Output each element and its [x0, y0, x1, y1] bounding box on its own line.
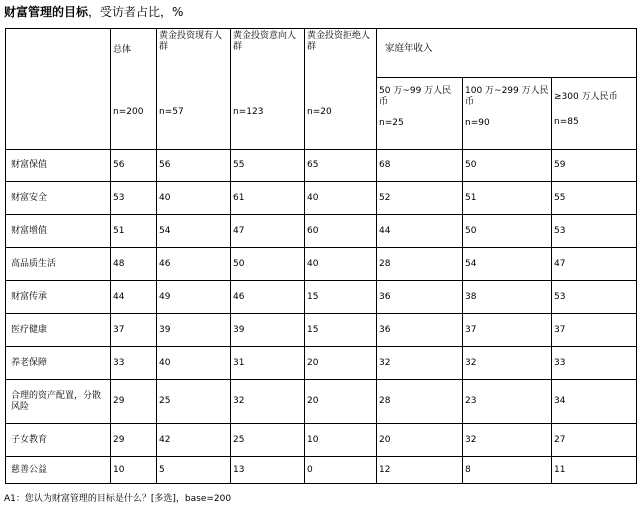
table-cell: 40 [157, 182, 231, 215]
base-income-3: n=85 [554, 117, 579, 128]
table-cell: 54 [157, 215, 231, 248]
table-cell: 60 [305, 215, 377, 248]
row-label: 医疗健康 [6, 314, 111, 347]
table-cell: 51 [463, 182, 552, 215]
table-row [6, 182, 637, 215]
table-cell: 50 [463, 150, 552, 182]
table-cell: 37 [463, 314, 552, 347]
table-cell: 39 [231, 314, 305, 347]
table-cell: 52 [377, 182, 463, 215]
table-row [6, 347, 637, 380]
table-cell: 44 [111, 281, 157, 314]
table-cell: 49 [157, 281, 231, 314]
header-income: 家庭年收入 [377, 29, 637, 78]
table-cell: 50 [231, 248, 305, 281]
table-cell: 55 [231, 150, 305, 182]
table-cell: 36 [377, 281, 463, 314]
table-cell: 47 [552, 248, 637, 281]
table-cell: 42 [157, 424, 231, 457]
table-cell: 53 [552, 215, 637, 248]
table-cell: 46 [157, 248, 231, 281]
table-cell: 37 [111, 314, 157, 347]
table-cell: 59 [552, 150, 637, 182]
base-income-2: n=90 [465, 118, 490, 129]
table-cell: 37 [552, 314, 637, 347]
table-cell: 5 [157, 457, 231, 484]
header-income-1 [377, 78, 463, 150]
table-cell: 40 [305, 248, 377, 281]
header-group1-label: 黄金投资现有人群 [159, 31, 223, 52]
corner-cell [6, 29, 111, 150]
table-cell: 31 [231, 347, 305, 380]
row-label: 财富安全 [6, 182, 111, 215]
table-cell: 34 [552, 380, 637, 424]
base-group3: n=20 [307, 107, 332, 117]
table-cell: 55 [552, 182, 637, 215]
data-table [5, 28, 637, 484]
row-label: 财富保值 [6, 150, 111, 182]
table-cell: 15 [305, 314, 377, 347]
row-label: 高品质生活 [6, 248, 111, 281]
table-cell: 48 [111, 248, 157, 281]
header-group2 [231, 29, 305, 150]
table-cell: 56 [157, 150, 231, 182]
table-cell: 25 [157, 380, 231, 424]
row-label: 财富增值 [6, 215, 111, 248]
table-cell: 46 [231, 281, 305, 314]
row-label: 子女教育 [6, 424, 111, 457]
table-cell: 8 [463, 457, 552, 484]
table-cell: 65 [305, 150, 377, 182]
table-cell: 47 [231, 215, 305, 248]
footer-note: A1：您认为财富管理的目标是什么？[多选]，base=200 [4, 494, 232, 504]
base-group2: n=123 [233, 107, 264, 117]
table-cell: 32 [463, 347, 552, 380]
table-row [6, 424, 637, 457]
table-row [6, 314, 637, 347]
table-cell: 40 [157, 347, 231, 380]
table-cell: 10 [111, 457, 157, 484]
table-cell: 13 [231, 457, 305, 484]
table-cell: 32 [377, 347, 463, 380]
header-group3 [305, 29, 377, 150]
table-cell: 28 [377, 248, 463, 281]
header-income-2 [463, 78, 552, 150]
table-row [6, 380, 637, 424]
table-cell: 53 [552, 281, 637, 314]
table-row [6, 248, 637, 281]
table-row [6, 281, 637, 314]
table-cell: 53 [111, 182, 157, 215]
row-label: 合理的资产配置，分散风险 [6, 380, 111, 424]
row-label: 养老保障 [6, 347, 111, 380]
table-cell: 11 [552, 457, 637, 484]
table-cell: 28 [377, 380, 463, 424]
page-title [4, 4, 183, 20]
header-income-3 [552, 78, 637, 150]
table-cell: 32 [231, 380, 305, 424]
table-cell: 25 [231, 424, 305, 457]
table-cell: 29 [111, 380, 157, 424]
header-total-label: 总体 [113, 45, 132, 55]
header-total [111, 29, 157, 150]
header-group3-label: 黄金投资拒绝人群 [307, 31, 371, 52]
table-cell: 23 [463, 380, 552, 424]
header-income-3-label: ≥300 万人民币 [554, 92, 618, 103]
base-group1: n=57 [159, 107, 184, 117]
table-cell: 32 [463, 424, 552, 457]
table-row [6, 457, 637, 484]
table-cell: 29 [111, 424, 157, 457]
table-cell: 12 [377, 457, 463, 484]
table-cell: 20 [377, 424, 463, 457]
base-total: n=200 [113, 107, 144, 117]
table-cell: 33 [552, 347, 637, 380]
table-cell: 56 [111, 150, 157, 182]
table-cell: 44 [377, 215, 463, 248]
table-cell: 10 [305, 424, 377, 457]
header-group2-label: 黄金投资意向人群 [233, 31, 297, 52]
table-cell: 61 [231, 182, 305, 215]
table-cell: 54 [463, 248, 552, 281]
header-income-1-label: 50 万~99 万人民币 [379, 86, 452, 108]
table-cell: 50 [463, 215, 552, 248]
base-income-1: n=25 [379, 118, 404, 129]
row-label: 慈善公益 [6, 457, 111, 484]
table-row [6, 150, 637, 182]
table-cell: 27 [552, 424, 637, 457]
header-income-2-label: 100 万~299 万人民币 [465, 86, 549, 108]
title-suffix: ，受访者占比，% [88, 5, 184, 19]
title-bold: 财富管理的目标 [4, 5, 89, 19]
table-cell: 20 [305, 380, 377, 424]
table-cell: 38 [463, 281, 552, 314]
table-cell: 39 [157, 314, 231, 347]
table-cell: 33 [111, 347, 157, 380]
table-row [6, 215, 637, 248]
table-cell: 68 [377, 150, 463, 182]
header-group1 [157, 29, 231, 150]
table-cell: 51 [111, 215, 157, 248]
table-cell: 0 [305, 457, 377, 484]
table-cell: 40 [305, 182, 377, 215]
row-label: 财富传承 [6, 281, 111, 314]
table-cell: 36 [377, 314, 463, 347]
table-cell: 20 [305, 347, 377, 380]
table-cell: 15 [305, 281, 377, 314]
